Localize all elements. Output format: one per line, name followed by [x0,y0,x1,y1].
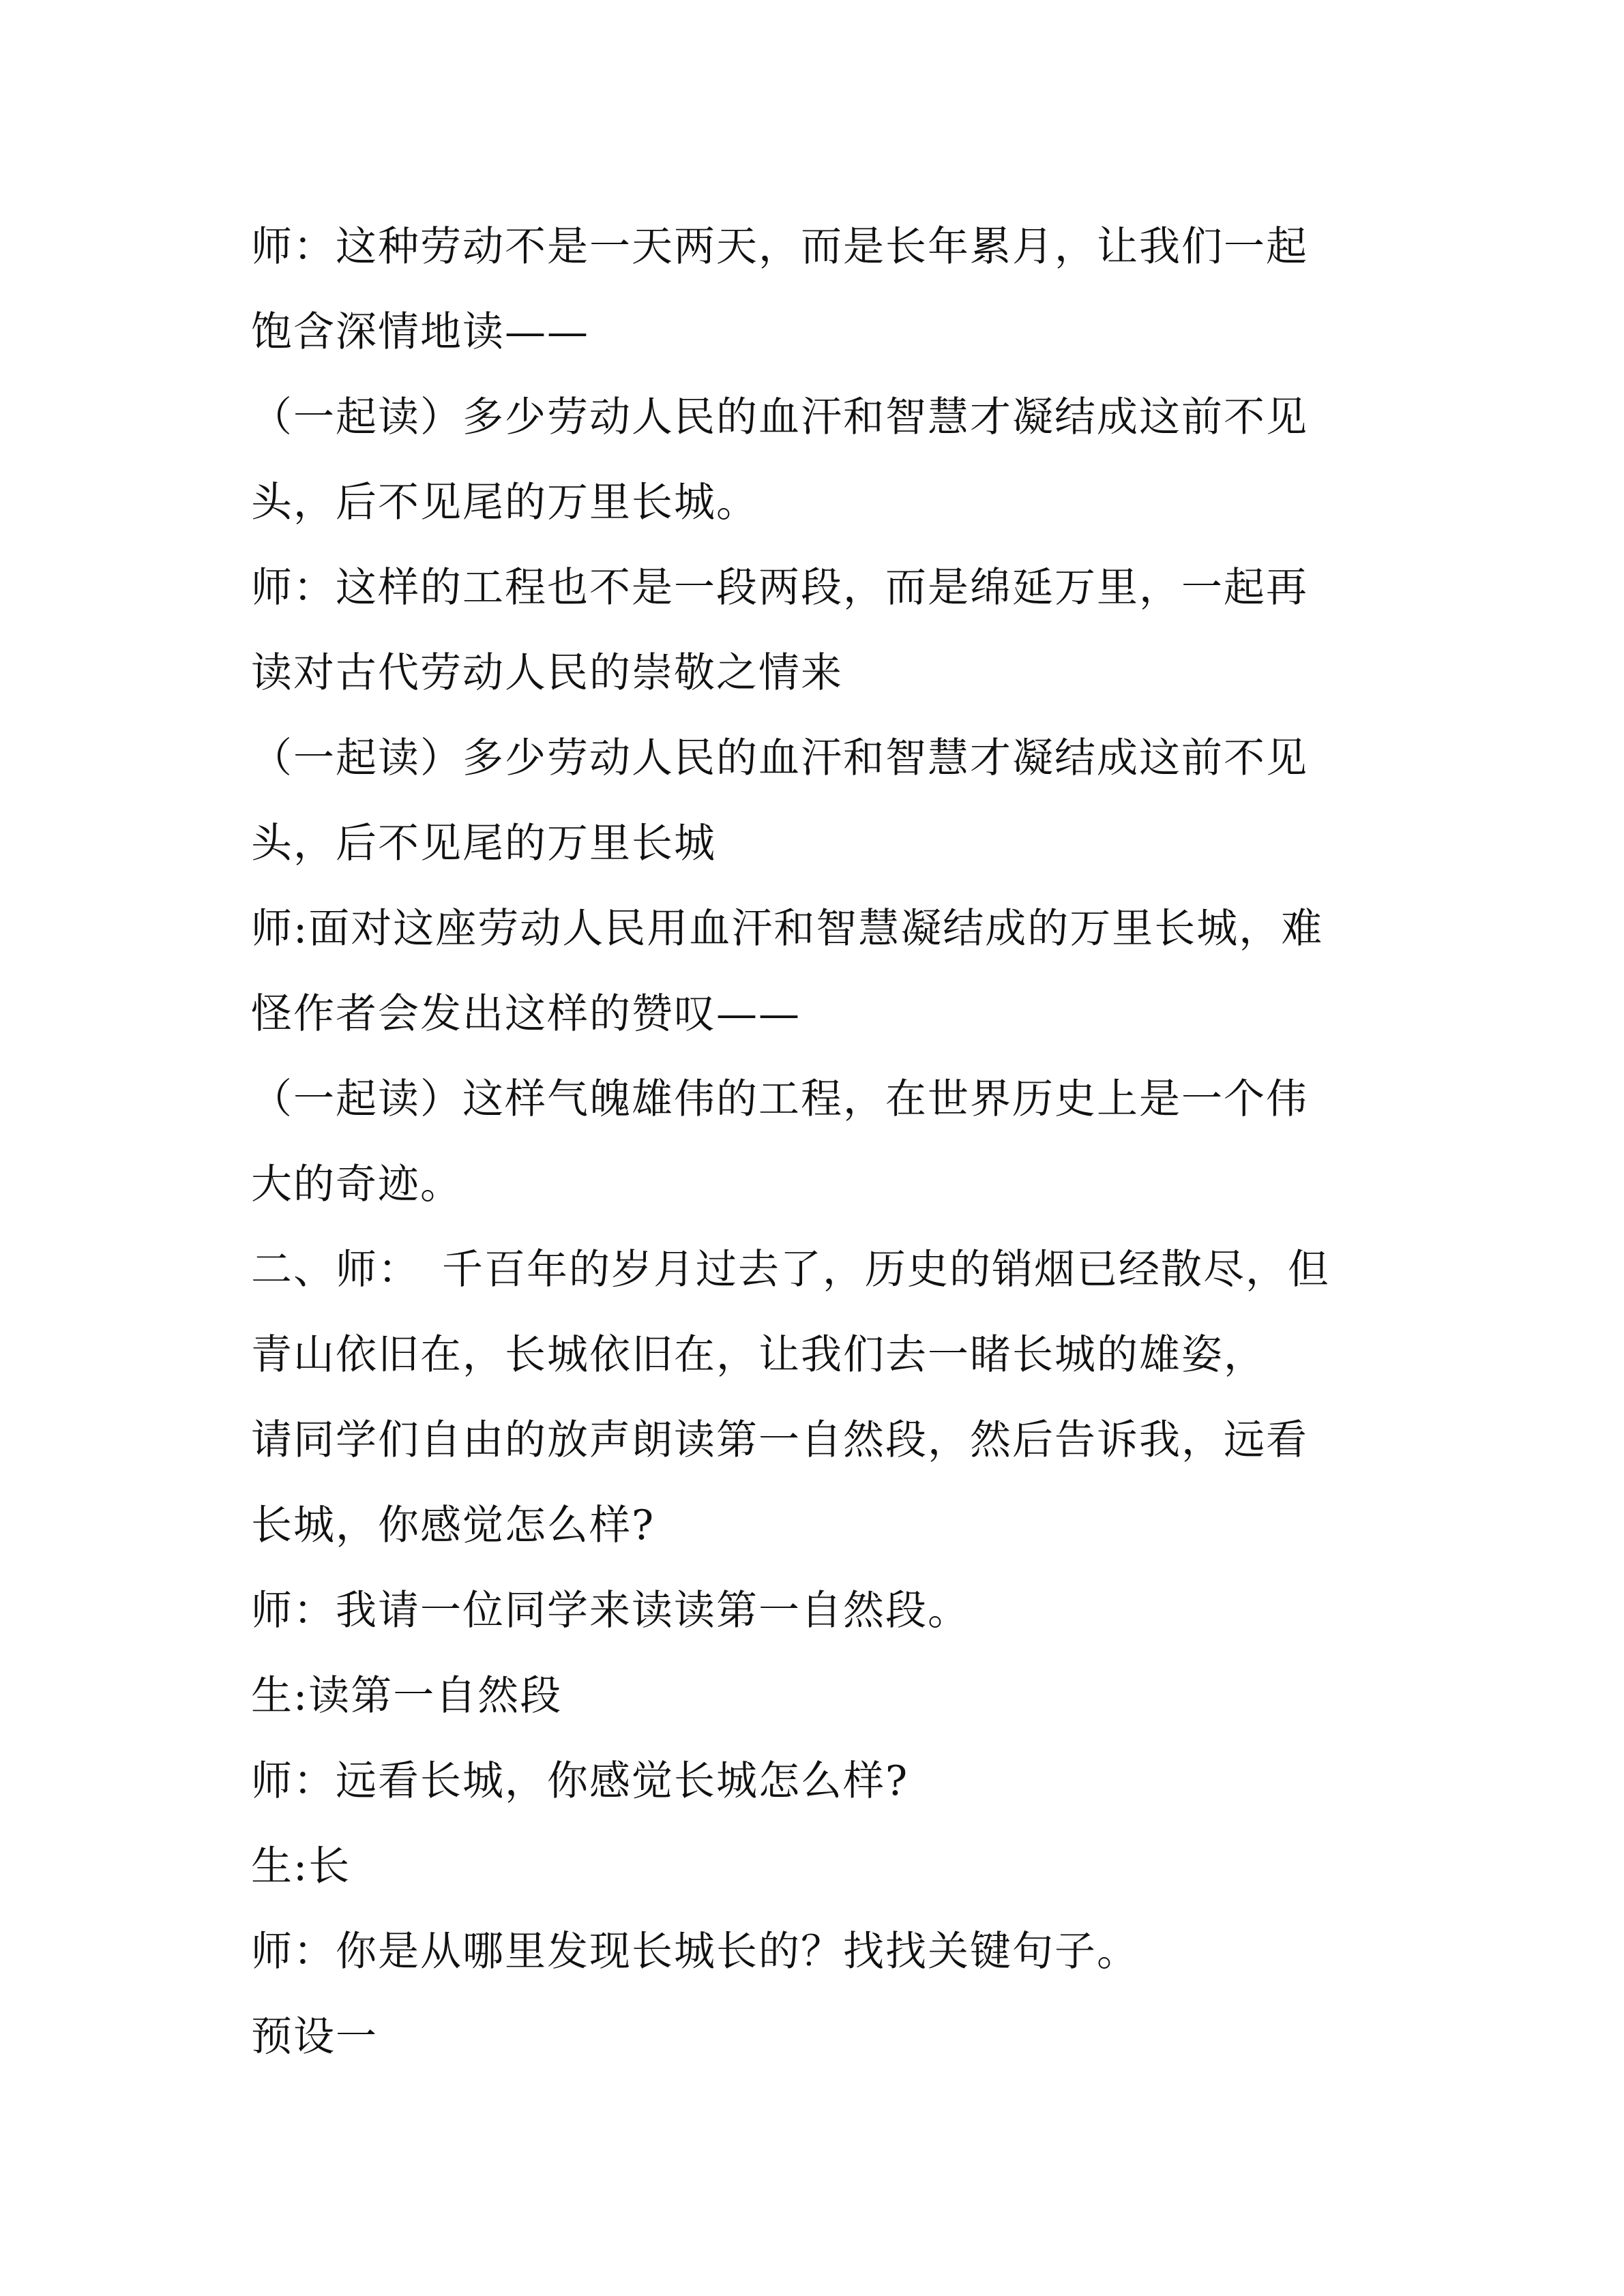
text-line: 头，后不见尾的万里长城 [251,820,716,867]
text-line: （一起读）这样气魄雄伟的工程，在世界历史上是一个伟 [251,1075,1308,1123]
text-line: 师：我请一位同学来读读第一自然段。 [251,1587,970,1635]
document-body [251,205,1411,2080]
text-line: 怪作者会发出这样的赞叹—— [251,990,801,1038]
text-line: 读对古代劳动人民的崇敬之情来 [251,649,843,697]
text-line: 请同学们自由的放声朗读第一自然段，然后告诉我，远看 [251,1416,1308,1464]
text-line: 头，后不见尾的万里长城。 [251,479,758,526]
text-line: 长城，你感觉怎么样? [251,1502,655,1549]
text-line: 师:面对这座劳动人民用血汗和智慧凝结成的万里长城，难 [251,905,1324,953]
text-line: 生:长 [251,1843,351,1890]
text-line: 二、师： 千百年的岁月过去了，历史的销烟已经散尽，但 [251,1246,1330,1294]
text-line: 青山依旧在，长城依旧在，让我们去一睹长城的雄姿， [251,1331,1266,1379]
text-line: 生:读第一自然段 [251,1672,563,1720]
text-line: 师：远看长城，你感觉长城怎么样? [251,1757,909,1805]
text-line: （一起读）多少劳动人民的血汗和智慧才凝结成这前不见 [251,393,1308,441]
text-line: 大的奇迹。 [251,1161,462,1208]
text-line: 师：这种劳动不是一天两天，而是长年累月，让我们一起 [251,223,1308,271]
text-line: 预设一 [251,2013,378,2061]
text-line: 饱含深情地读—— [251,308,589,356]
text-line: （一起读）多少劳动人民的血汗和智慧才凝结成这前不见 [251,734,1308,782]
text-line: 师：你是从哪里发现长城长的？找找关键句子。 [251,1928,1139,1976]
text-line: 师：这样的工程也不是一段两段，而是绵延万里，一起再 [251,564,1308,612]
